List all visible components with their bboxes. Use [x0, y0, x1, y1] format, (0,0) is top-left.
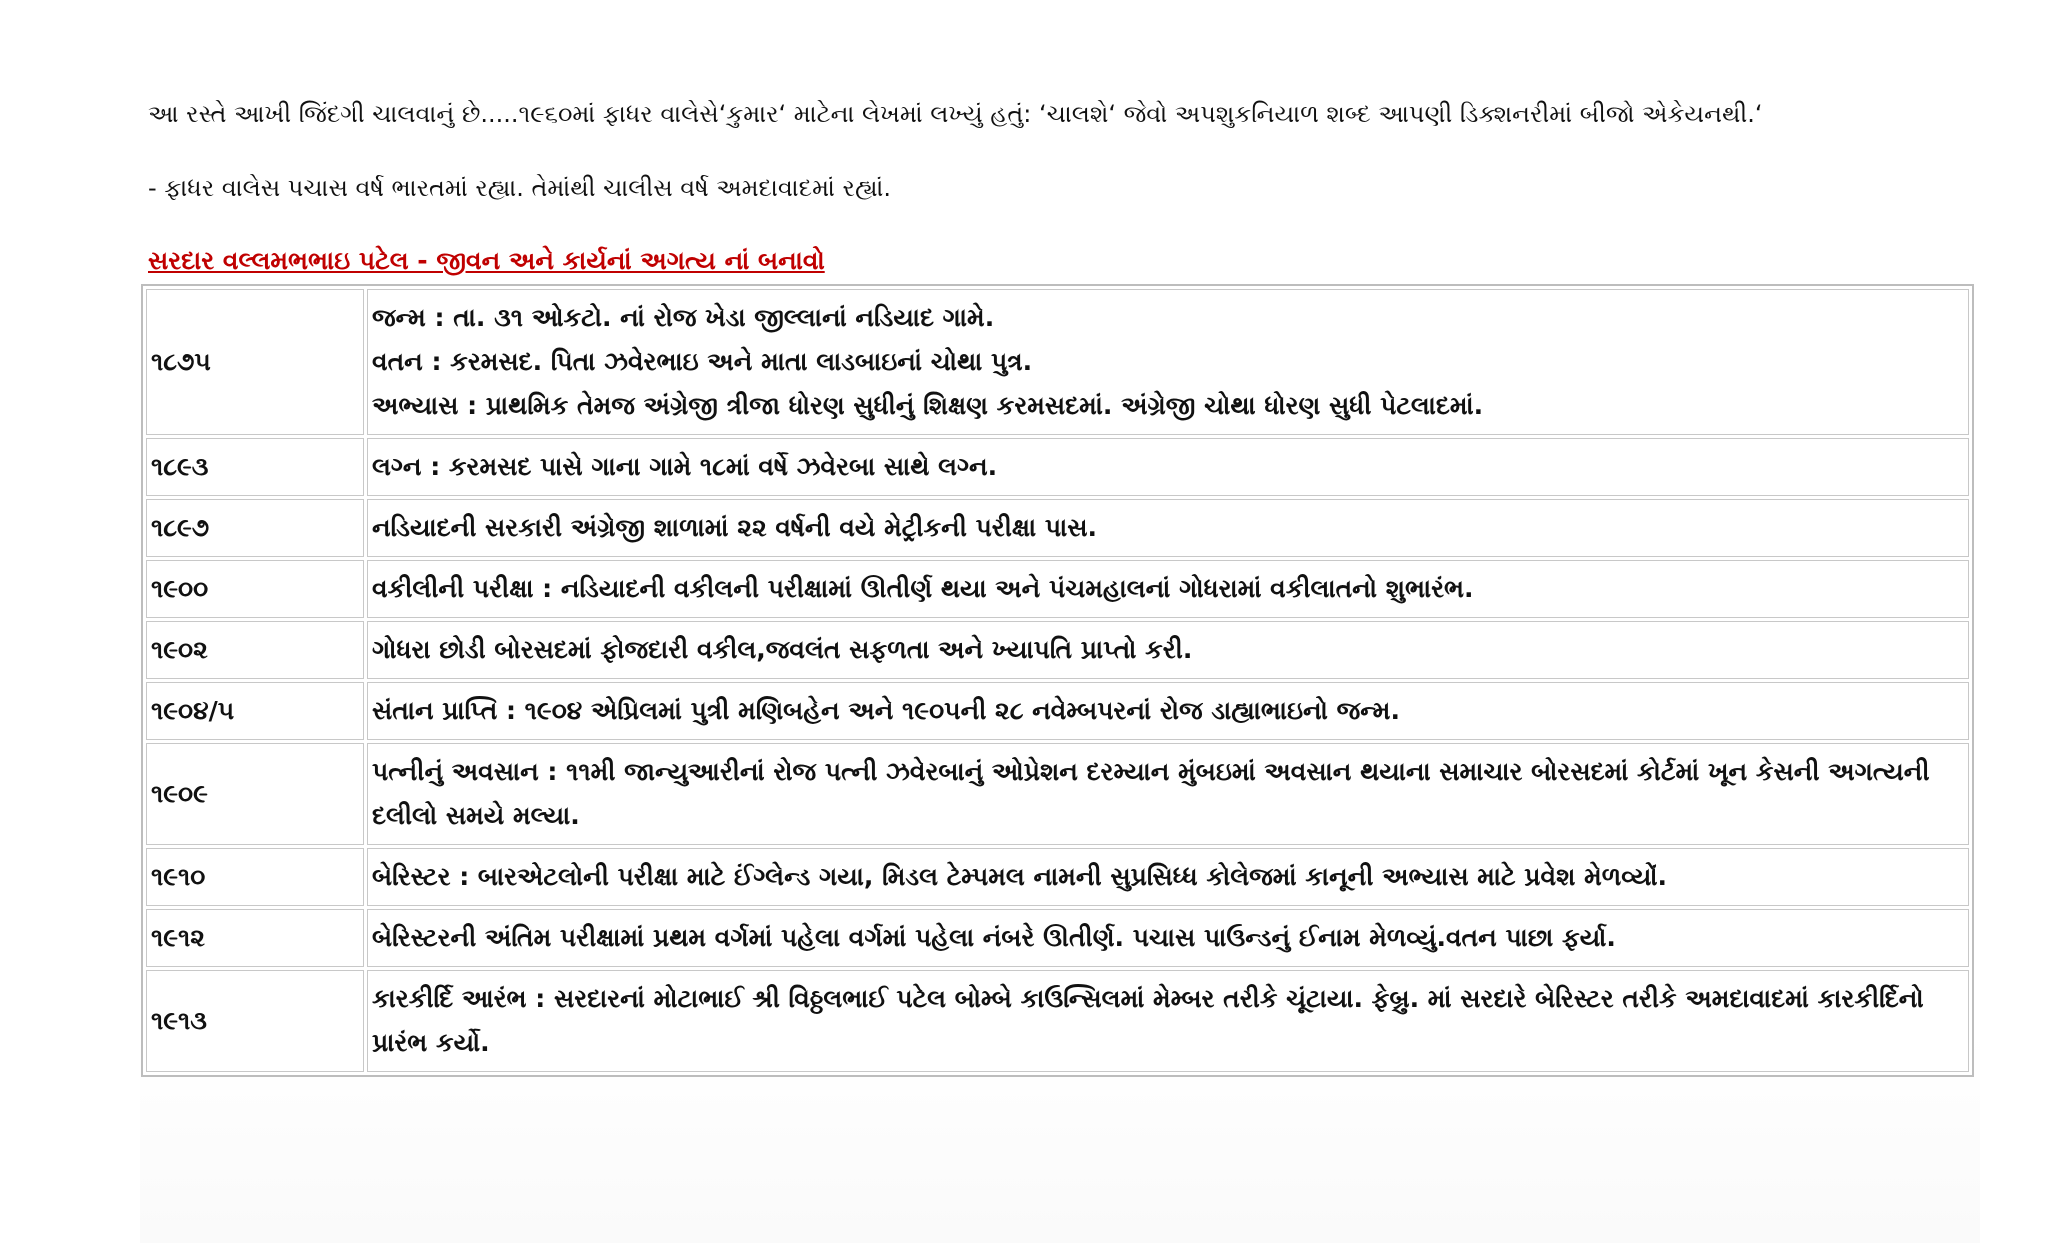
- timeline-event-cell: [367, 848, 1969, 906]
- timeline-table-body: [146, 289, 1969, 1072]
- timeline-row: [146, 909, 1969, 967]
- intro-paragraph-father-valles-years: - ફાધર વાલેસ પચાસ વર્ષ ભારતમાં રહ્યા. તેમાંથી ચાલીસ વર્ષ અમદાવાદમાં રહ્યાં.: [148, 174, 892, 202]
- timeline-event-cell: [367, 743, 1969, 845]
- timeline-row: [146, 560, 1969, 618]
- timeline-event-text: જન્મ : તા. ૩૧ ઓકટો. નાં રોજ ખેડા જીલ્લાનાં નડિયાદ ગામે.: [372, 303, 995, 332]
- timeline-event-cell: [367, 909, 1969, 967]
- timeline-year-cell: ૧૯૦૨: [146, 621, 364, 679]
- timeline-row: [146, 682, 1969, 740]
- timeline-year-cell: ૧૮૯૭: [146, 499, 364, 557]
- timeline-table: [141, 284, 1974, 1077]
- timeline-event-text: અભ્યાસ : પ્રાથમિક તેમજ અંગ્રેજી ત્રીજા ધોરણ સુધીનું શિક્ષણ કરમસદમાં. અંગ્રેજી ચોથા ધોરણ સુધી પેટલાદમાં.: [372, 391, 1484, 420]
- timeline-event-text: બેરિસ્ટર : બારએટલોની પરીક્ષા માટે ઈંગ્લેન્ડ ગયા, મિડલ ટેમ્પમલ નામની સુપ્રસિધ્ધ કોલેજમાં કાનૂની અભ્યાસ માટે પ્રવેશ મેળવ્યોં.: [372, 862, 1668, 891]
- timeline-row: [146, 848, 1969, 906]
- timeline-event-cell: [367, 682, 1969, 740]
- timeline-event-text: નડિયાદની સરકારી અંગ્રેજી શાળામાં ૨૨ વર્ષની વયે મેટ્રીકની પરીક્ષા પાસ.: [372, 513, 1097, 542]
- timeline-event-text: પત્નીનું અવસાન : ૧૧મી જાન્યુઆરીનાં રોજ પત્ની ઝવેરબાનું ઓપ્રેશન દરમ્યાન મુંબઇમાં અવસાન થયાના સમાચાર બોરસદમાં કોર્ટમાં ખૂન કેસની અગત્યની દલીલો સમયે મલ્યા.: [372, 757, 1930, 830]
- timeline-event-text: બેરિસ્ટરની અંતિમ પરીક્ષામાં પ્રથમ વર્ગમાં પહેલા વર્ગમાં પહેલા નંબરે ઊતીર્ણ. પચાસ પાઉન્ડનું ઈનામ મેળવ્યું.વતન પાછા ફર્યા.: [372, 923, 1616, 952]
- timeline-row: [146, 970, 1969, 1072]
- timeline-event-text: ગોધરા છોડી બોરસદમાં ફોજદારી વકીલ,જવલંત સફળતા અને ખ્યાપતિ પ્રાપ્તો કરી.: [372, 635, 1193, 664]
- timeline-event-text: લગ્ન : કરમસદ પાસે ગાના ગામે ૧૮માં વર્ષે ઝવેરબા સાથે લગ્ન.: [372, 452, 998, 481]
- timeline-year-cell: ૧૮૯૩: [146, 438, 364, 496]
- timeline-event-cell: [367, 499, 1969, 557]
- timeline-event-text: કારકીર્દિ આરંભ : સરદારનાં મોટાભાઈ શ્રી વિઠ્ઠલભાઈ પટેલ બોમ્બે કાઉન્સિલમાં મેમ્બર તરીકે ચૂંટાયા. ફેબ્રુ. માં સરદારે બેરિસ્ટર તરીકે અમદાવાદમાં કારકીર્દિનો પ્રારંભ કર્યો.: [372, 984, 1924, 1057]
- timeline-year-cell: ૧૮૭૫: [146, 289, 364, 435]
- timeline-event-text: વતન : કરમસદ. પિતા ઝવેરભાઇ અને માતા લાડબાઇનાં ચોથા પુત્ર.: [372, 347, 1033, 376]
- timeline-row: [146, 499, 1969, 557]
- timeline-year-cell: ૧૯૧૨: [146, 909, 364, 967]
- timeline-event-cell: [367, 970, 1969, 1072]
- timeline-event-text: સંતાન પ્રાપ્તિ : ૧૯૦૪ એપ્રિલમાં પુત્રી મણિબહેન અને ૧૯૦૫ની ૨૮ નવેમ્બપરનાં રોજ ડાહ્યાભાઇનો જન્મ.: [372, 696, 1400, 725]
- timeline-row: [146, 743, 1969, 845]
- timeline-event-text: વકીલીની પરીક્ષા : નડિયાદની વકીલની પરીક્ષામાં ઊતીર્ણ થયા અને પંચમહાલનાં ગોધરામાં વકીલાતનો શુભારંભ.: [372, 574, 1474, 603]
- timeline-row: [146, 438, 1969, 496]
- intro-paragraph-father-valles-quote: આ રસ્તે આખી જિંદગી ચાલવાનું છે.....૧૯૬૦માં ફાધર વાલેસે‘કુમાર‘ માટેના લેખમાં લખ્યું હતું: ‘ચાલશે‘ જેવો અપશુકનિયાળ શબ્દ આપણી ડિક્શનરીમાં બીજો એકેયનથી.‘: [148, 100, 1763, 128]
- section-heading-sardar-patel: સરદાર વલ્લમભભાઇ પટેલ - જીવન અને કાર્યનાં અગત્ય નાં બનાવો: [148, 246, 825, 275]
- timeline-year-cell: ૧૯૦૪/૫: [146, 682, 364, 740]
- timeline-event-cell: [367, 560, 1969, 618]
- timeline-event-cell: [367, 289, 1969, 435]
- timeline-event-cell: [367, 621, 1969, 679]
- timeline-row: [146, 289, 1969, 435]
- timeline-year-cell: ૧૯૦૦: [146, 560, 364, 618]
- timeline-event-cell: [367, 438, 1969, 496]
- timeline-year-cell: ૧૯૦૯: [146, 743, 364, 845]
- timeline-row: [146, 621, 1969, 679]
- timeline-year-cell: ૧૯૧૩: [146, 970, 364, 1072]
- timeline-year-cell: ૧૯૧૦: [146, 848, 364, 906]
